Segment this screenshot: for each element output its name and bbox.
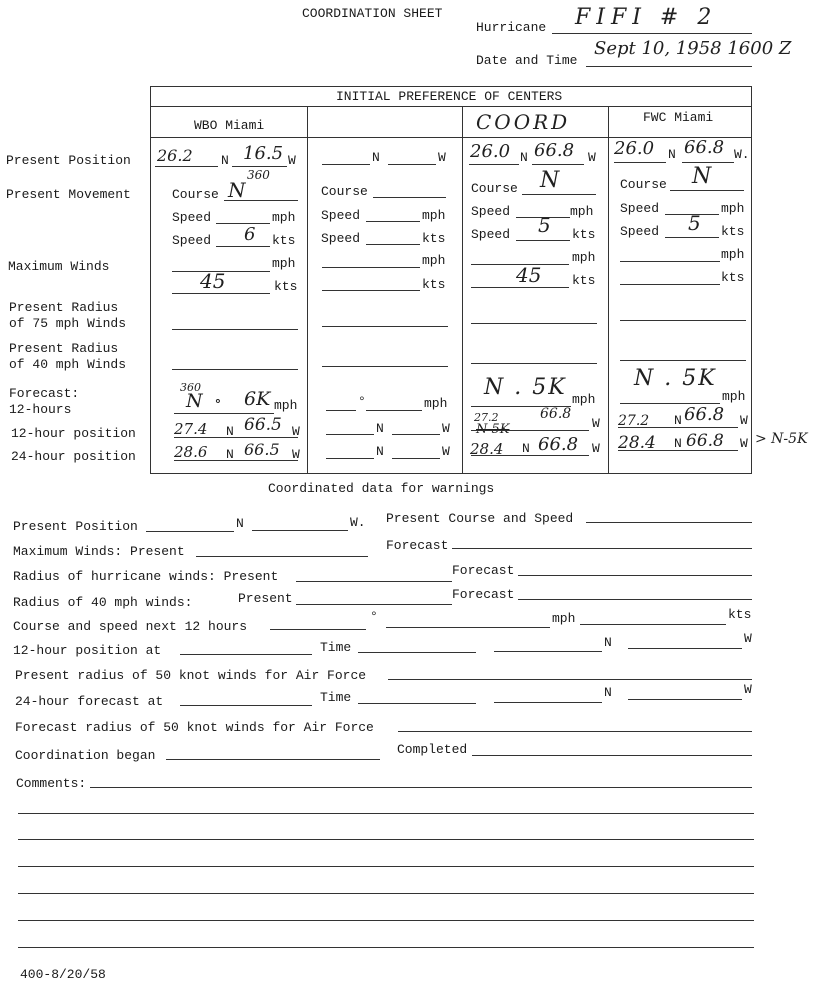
hurricane-label: Hurricane: [476, 20, 547, 35]
comment-line: [18, 813, 754, 814]
row-label-maximum-winds: Maximum Winds: [8, 259, 110, 274]
cd-radius50-present-line: [388, 679, 752, 680]
row-label-radius75-b: of 75 mph Winds: [9, 316, 127, 331]
fwc-speed-kts-value: 5: [688, 211, 701, 235]
cd-r40-forecast-line: [518, 599, 752, 600]
cd-radius50-forecast: Forecast radius of 50 knot winds for Air Force: [15, 720, 374, 735]
coord-12-lat: 27.2: [474, 411, 499, 424]
table-top-border: [150, 86, 752, 87]
fwc-max-kts-line: [620, 284, 720, 285]
comment-line: [18, 839, 754, 840]
blank-max-kts-line: [322, 290, 420, 291]
col-header-wbo: WBO Miami: [194, 118, 265, 133]
cd-coord-began: Coordination began: [15, 748, 156, 763]
wbo-course-value: N: [228, 178, 246, 202]
wbo-r40-line: [172, 369, 298, 370]
wbo-speed-kts-value: 6: [244, 224, 256, 245]
coord-r75-line: [471, 323, 597, 324]
wbo-speed-kts-label: Speed: [172, 233, 212, 248]
blank-course-line: [373, 197, 446, 198]
cd-cs12-course-line: [270, 629, 366, 630]
cd-pos12-at-line: [180, 654, 312, 655]
blank-speed-mph-label: Speed: [321, 208, 361, 223]
blank-course-label: Course: [321, 184, 368, 199]
wbo-24-lat: 28.6: [174, 443, 208, 461]
wbo-lat-line: [155, 166, 218, 167]
coordinated-title: Coordinated data for warnings: [268, 481, 495, 496]
blank-fc-speed-line: [366, 410, 422, 411]
coord-lon-line: [532, 164, 584, 165]
cd-pp-lat-line: [146, 531, 234, 532]
table-right-border: [751, 86, 752, 474]
coord-24-lat: 28.4: [470, 440, 504, 458]
wbo-speed-mph-line: [216, 223, 270, 224]
sheet-title: COORDINATION SHEET: [302, 6, 443, 21]
wbo-mph: mph: [272, 210, 296, 225]
wbo-12-w: W: [292, 424, 300, 439]
table-left-border: [150, 86, 151, 474]
row-label-radius40-a: Present Radius: [9, 341, 119, 356]
coord-mph: mph: [570, 204, 594, 219]
datetime-label: Date and Time: [476, 53, 578, 68]
coord-max-mph: mph: [572, 250, 596, 265]
cd-radius-40: Radius of 40 mph winds:: [13, 595, 193, 610]
blank-speed-kts-line: [366, 244, 420, 245]
cd-pp-lon-line: [252, 530, 348, 531]
row-label-pos12: 12-hour position: [11, 426, 136, 441]
blank-r40-line: [322, 366, 448, 367]
coord-kts: kts: [572, 227, 596, 242]
row-label-pos24: 24-hour position: [11, 449, 136, 464]
coord-max-kts-line: [471, 287, 569, 288]
coord-speed-mph-label: Speed: [471, 204, 511, 219]
wbo-lon: 16.5: [243, 143, 284, 164]
comment-line: [18, 866, 754, 867]
coord-24-n: N: [522, 441, 530, 456]
wbo-max-kts-value: 45: [200, 269, 226, 293]
blank-w: W: [438, 150, 446, 165]
margin-note: > N-5K: [755, 431, 808, 447]
col-divider-1: [307, 106, 308, 473]
cd-radius50-forecast-line: [398, 731, 752, 732]
table-header-divider: [150, 137, 752, 138]
coord-12-lon: 66.8: [540, 406, 572, 422]
cd-fc24-at-line: [180, 705, 312, 706]
col-header-coord: COORD: [476, 110, 571, 134]
fwc-24-lon: 66.8: [686, 431, 724, 451]
comment-line: [18, 893, 754, 894]
coord-speed-kts-label: Speed: [471, 227, 511, 242]
coord-course-line: [522, 194, 596, 195]
wbo-fc-mph: mph: [274, 398, 298, 413]
fwc-12-n: N: [674, 413, 682, 428]
wbo-fc-course-note: 360: [180, 381, 201, 394]
coord-12-strike: N 5K: [476, 422, 510, 437]
blank-fc-course-line: [326, 410, 356, 411]
wbo-24-lon: 66.5: [244, 440, 280, 459]
cd-pos12-w: W: [744, 631, 752, 646]
comment-line: [90, 787, 752, 788]
cd-rh-present-line: [296, 581, 452, 582]
cd-course-speed-12: Course and speed next 12 hours: [13, 619, 248, 634]
blank-12-lon-line: [392, 434, 440, 435]
datetime-line: [586, 66, 752, 67]
fwc-24-lat: 28.4: [618, 433, 656, 453]
form-id: 400-8/20/58: [20, 967, 106, 982]
coord-fc-value: N . 5K: [484, 375, 567, 400]
blank-lat-line: [322, 164, 370, 165]
coord-r40-line: [471, 363, 597, 364]
wbo-kts: kts: [272, 233, 296, 248]
cd-comments: Comments:: [16, 776, 87, 791]
table-title-divider: [150, 106, 752, 107]
cd-rh-forecast-line: [518, 575, 752, 576]
wbo-24-line: [174, 460, 298, 461]
wbo-r75-line: [172, 329, 298, 330]
row-label-radius75-a: Present Radius: [9, 300, 119, 315]
coord-n: N: [520, 150, 528, 165]
cd-r40-present: Present: [238, 591, 293, 606]
coord-w: W: [588, 150, 596, 165]
blank-12-lat-line: [326, 434, 374, 435]
wbo-max-mph: mph: [272, 256, 296, 271]
coord-24-w: W: [592, 441, 600, 456]
fwc-fc-mph: mph: [722, 389, 746, 404]
wbo-24-w: W: [292, 447, 300, 462]
fwc-12-w: W: [740, 413, 748, 428]
wbo-max-kts: kts: [274, 279, 298, 294]
wbo-fc-speed: 6K: [244, 388, 271, 410]
fwc-12-lat: 27.2: [618, 413, 650, 429]
wbo-w: W: [288, 153, 296, 168]
cd-pp-n: N: [236, 516, 244, 531]
fwc-24-w: W: [740, 436, 748, 451]
coord-max-kts-value: 45: [516, 263, 542, 287]
wbo-fc-line: [174, 413, 274, 414]
table-title: INITIAL PREFERENCE OF CENTERS: [336, 89, 563, 104]
fwc-speed-mph-label: Speed: [620, 201, 660, 216]
wbo-lat: 26.2: [157, 146, 193, 165]
cd-r40-forecast: Forecast: [452, 587, 515, 602]
coord-lat: 26.0: [470, 141, 511, 162]
blank-24-n: N: [376, 444, 384, 459]
fwc-lat-line: [614, 162, 666, 163]
row-label-present-movement: Present Movement: [6, 187, 131, 202]
cd-cs12-mph: mph: [552, 611, 576, 626]
cd-max-winds-forecast: Forecast: [386, 538, 449, 553]
fwc-r40-line: [620, 360, 746, 361]
wbo-course-label: Course: [172, 187, 219, 202]
coord-speed-kts-line: [516, 240, 570, 241]
blank-24-lon-line: [392, 458, 440, 459]
blank-speed-mph-line: [366, 221, 420, 222]
fwc-max-mph-line: [620, 261, 720, 262]
cd-rh-forecast: Forecast: [452, 563, 515, 578]
wbo-12-line: [174, 437, 298, 438]
fwc-mph: mph: [721, 201, 745, 216]
wbo-24-n: N: [226, 447, 234, 462]
blank-max-kts: kts: [422, 277, 446, 292]
table-bottom-border: [150, 473, 752, 474]
cd-pos12-n: N: [604, 635, 612, 650]
cd-fc24-lat-line: [494, 702, 602, 703]
coord-speed-kts-value: 5: [538, 213, 551, 237]
fwc-n: N: [668, 147, 676, 162]
row-label-radius40-b: of 40 mph Winds: [9, 357, 127, 372]
cd-cs12-degree: °: [370, 609, 378, 624]
cd-present-position: Present Position: [13, 519, 138, 534]
fwc-speed-kts-label: Speed: [620, 224, 660, 239]
wbo-n: N: [221, 153, 229, 168]
cd-completed: Completed: [397, 742, 468, 757]
blank-24-w: W: [442, 444, 450, 459]
wbo-fc-course: N: [186, 390, 203, 412]
coord-lat-line: [469, 164, 519, 165]
blank-speed-kts-label: Speed: [321, 231, 361, 246]
cd-fc24-w: W: [744, 682, 752, 697]
wbo-fc-degree: °: [214, 397, 222, 412]
cd-fc24-time-line: [358, 703, 476, 704]
cd-pos12: 12-hour position at: [13, 643, 162, 658]
blank-n: N: [372, 150, 380, 165]
coord-course-value: N: [540, 168, 560, 193]
wbo-12-lon: 66.5: [244, 415, 282, 435]
fwc-lon-line: [682, 162, 734, 163]
col-header-fwc: FWC Miami: [643, 110, 714, 125]
fwc-kts: kts: [721, 224, 745, 239]
cd-cs12-kts: kts: [728, 607, 752, 622]
cd-radius50-present: Present radius of 50 knot winds for Air Force: [15, 668, 367, 683]
cd-radius-hurricane: Radius of hurricane winds: Present: [13, 569, 279, 584]
blank-24-lat-line: [326, 458, 374, 459]
blank-mph: mph: [422, 208, 446, 223]
fwc-lon: 66.8: [684, 137, 725, 158]
cd-pcs-line: [586, 522, 752, 523]
fwc-24-n: N: [674, 436, 682, 451]
coord-max-kts: kts: [572, 273, 596, 288]
blank-kts: kts: [422, 231, 446, 246]
blank-lon-line: [388, 164, 436, 165]
blank-12-w: W: [442, 421, 450, 436]
cd-pp-w: W.: [350, 515, 366, 530]
cd-max-winds-present: Maximum Winds: Present: [13, 544, 185, 559]
fwc-12-lon: 66.8: [684, 404, 725, 425]
row-label-forecast-a: Forecast:: [9, 386, 80, 401]
coord-course-label: Course: [471, 181, 518, 196]
fwc-24-line: [618, 450, 738, 451]
cd-r40-present-line: [296, 604, 452, 605]
fwc-course-value: N: [692, 164, 712, 189]
cd-pos12-time-line: [358, 652, 476, 653]
col-divider-2: [462, 106, 463, 473]
coord-fc-mph: mph: [572, 392, 596, 407]
wbo-course-note: 360: [247, 168, 270, 182]
wbo-speed-mph-label: Speed: [172, 210, 212, 225]
wbo-12-lat: 27.4: [174, 420, 208, 438]
wbo-speed-kts-line: [216, 246, 270, 247]
cd-present-course-speed: Present Course and Speed: [386, 511, 574, 526]
cd-cs12-mph-line: [386, 627, 550, 628]
fwc-course-line: [670, 190, 744, 191]
blank-fc-mph: mph: [424, 396, 448, 411]
blank-max-mph-line: [322, 267, 420, 268]
coord-12-line: [471, 430, 589, 431]
fwc-r75-line: [620, 320, 746, 321]
coord-24-line: [471, 455, 589, 456]
cd-mwp-line: [196, 556, 368, 557]
datetime-value: Sept 10, 1958 1600 Z: [594, 38, 792, 59]
cd-coord-began-line: [166, 759, 380, 760]
coord-lon: 66.8: [534, 140, 575, 161]
fwc-speed-kts-line: [665, 237, 719, 238]
cd-fc24-time: Time: [320, 690, 352, 705]
wbo-max-kts-line: [172, 293, 270, 294]
cd-mwf-line: [452, 548, 752, 549]
comment-line: [18, 920, 754, 921]
row-label-present-position: Present Position: [6, 153, 131, 168]
hurricane-value: FIFI # 2: [575, 5, 718, 30]
cd-completed-line: [472, 755, 752, 756]
cd-pos12-lon-line: [628, 648, 742, 649]
fwc-max-kts: kts: [721, 270, 745, 285]
blank-12-n: N: [376, 421, 384, 436]
fwc-max-mph: mph: [721, 247, 745, 262]
cd-pos12-lat-line: [494, 651, 602, 652]
cd-fc24-lon-line: [628, 699, 742, 700]
cd-cs12-kts-line: [580, 624, 726, 625]
fwc-fc-value: N . 5K: [634, 366, 717, 391]
coord-24-lon: 66.8: [538, 434, 579, 455]
hurricane-line: [552, 33, 752, 34]
fwc-lat: 26.0: [614, 138, 655, 159]
cd-fc24-n: N: [604, 685, 612, 700]
fwc-w: W.: [734, 147, 750, 162]
cd-fc24: 24-hour forecast at: [15, 694, 164, 709]
blank-r75-line: [322, 326, 448, 327]
coord-12-w: W: [592, 416, 600, 431]
col-divider-3: [608, 106, 609, 473]
row-label-forecast-b: 12-hours: [9, 402, 72, 417]
wbo-12-n: N: [226, 424, 234, 439]
comment-line: [18, 947, 754, 948]
cd-pos12-time: Time: [320, 640, 352, 655]
blank-max-mph: mph: [422, 253, 446, 268]
fwc-course-label: Course: [620, 177, 667, 192]
fwc-12-line: [618, 427, 738, 428]
blank-fc-degree: °: [358, 394, 366, 409]
